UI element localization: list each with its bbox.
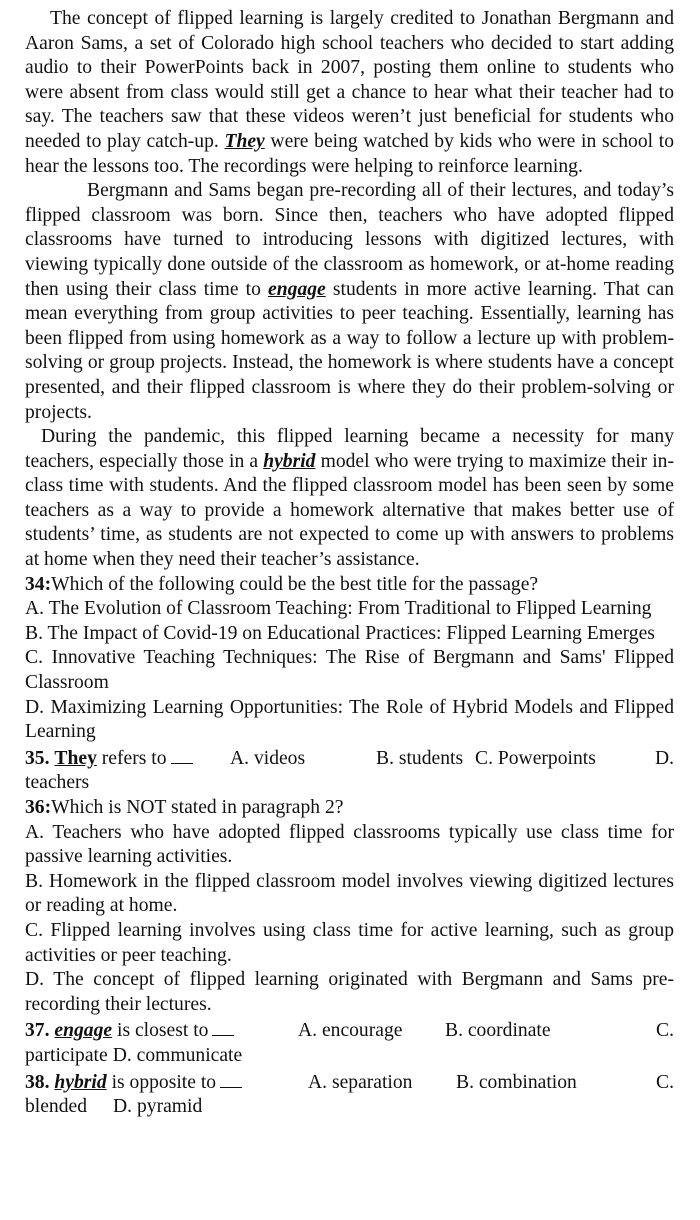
question-35-stem-group: [25, 745, 230, 772]
question-35-number: 35.: [25, 747, 50, 769]
question-37-number: 37.: [25, 1020, 50, 1042]
question-36-stem: Which is NOT stated in paragraph 2?: [51, 797, 344, 818]
question-35-option-d-text: teachers: [25, 772, 90, 794]
question-38-option-c-text: blended: [25, 1096, 88, 1118]
question-38: [25, 1069, 674, 1096]
question-34-option-d: D. Maximizing Learning Opportunities: The Role of Hybrid Models and Flipped Learning: [25, 696, 674, 743]
question-37-option-d: D. communicate: [112, 1044, 243, 1066]
question-37-option-c-text: participate: [25, 1044, 108, 1066]
question-35-option-b: B. students: [376, 747, 464, 769]
question-35-keyword: They: [54, 747, 97, 769]
paragraph-2-text-a: Bergmann and Sams began pre-recording all of their lectures, and today’s flipped classroom was born. Since then, teachers who have adopted flipped classrooms have turned to introducing lessons with digitized lectures, with viewing typically done outside of the classroom as homework, or at-home reading then using their class time to: [25, 180, 674, 300]
question-38-keyword: hybrid: [54, 1071, 107, 1093]
question-38-stem: is opposite to: [111, 1071, 217, 1093]
question-35-option-c: C. Powerpoints: [475, 747, 596, 769]
question-38-option-c-letter: C.: [656, 1071, 674, 1093]
question-35-option-d-letter: D.: [654, 747, 674, 769]
question-37-option-a: A. encourage: [298, 1020, 403, 1042]
question-38-stem-group: [25, 1069, 308, 1096]
question-36-number: 36:: [25, 797, 52, 818]
keyword-they: They: [224, 130, 265, 152]
question-36: [25, 796, 674, 821]
paragraph-1: [25, 7, 674, 179]
paragraph-3-text-a: During the pandemic, this flipped learning became a necessity for many teachers, especially those in a: [25, 426, 674, 472]
question-37-stem-group: [25, 1017, 298, 1044]
question-37-option-c-letter: C.: [656, 1020, 674, 1042]
question-34-option-b: B. The Impact of Covid-19 on Educational Practices: Flipped Learning Emerges: [25, 622, 655, 644]
question-37: [25, 1017, 674, 1044]
question-38-number: 38.: [25, 1071, 50, 1093]
paragraph-2-text-b: students in more active learning. That can mean everything from group activities to peer teaching. Essentially, learning has been flipped from using homework as a way to follow a lecture up with problem-solving or group projects. Instead, the homework is where students have a concept presented, and their flipped classroom is where they do their problem-solving or projects.: [25, 278, 674, 423]
question-37-option-b: B. coordinate: [445, 1020, 551, 1042]
question-37-stem: is closest to: [117, 1020, 209, 1042]
question-35: [25, 745, 674, 772]
paragraph-3: [25, 425, 674, 573]
keyword-engage: engage: [268, 278, 326, 300]
question-34-stem: Which of the following could be the best title for the passage?: [51, 573, 539, 595]
paragraph-2: [25, 179, 674, 425]
paragraph-1-text-b: were being watched by kids who were in school to hear the lessons too. The recordings were helping to reinforce learning.: [25, 130, 675, 177]
question-35-option-a: A. videos: [230, 747, 306, 769]
answer-blank: [171, 745, 193, 764]
question-36-option-c: C. Flipped learning involves using class time for active learning, such as group activities or peer teaching.: [25, 919, 674, 966]
answer-blank: [212, 1017, 234, 1036]
question-34: [25, 573, 674, 598]
answer-blank: [220, 1069, 242, 1088]
question-35-stem: refers to: [101, 747, 167, 769]
question-36-option-d: D. The concept of flipped learning originated with Bergmann and Sams pre-recording their lectures.: [25, 969, 674, 1015]
question-38-option-a: A. separation: [308, 1071, 413, 1093]
question-36-option-b: B. Homework in the flipped classroom model involves viewing digitized lectures or reading at home.: [25, 870, 674, 917]
question-36-option-a: A. Teachers who have adopted flipped classrooms typically use class time for passive learning activities.: [25, 821, 674, 868]
question-37-line-2: [25, 1044, 674, 1069]
question-38-option-d: D. pyramid: [113, 1096, 203, 1118]
question-38-line-2: [25, 1095, 674, 1120]
question-37-keyword: engage: [54, 1020, 113, 1042]
paragraph-1-text-a: The concept of flipped learning is largely credited to Jonathan Bergmann and Aaron Sams, a set of Colorado high school teachers who decided to start adding audio to their PowerPoints back in 2007, posting them online to students who were absent from class would still get a chance to hear what their teacher had to say. The teachers saw that these videos weren’t just beneficial for students who needed to play catch-up.: [25, 8, 674, 152]
question-34-option-a: A. The Evolution of Classroom Teaching: From Traditional to Flipped Learning: [25, 598, 652, 620]
keyword-hybrid: hybrid: [263, 450, 316, 472]
question-38-option-b: B. combination: [456, 1071, 577, 1093]
question-34-option-c: C. Innovative Teaching Techniques: The Rise of Bergmann and Sams' Flipped Classroom: [25, 647, 674, 694]
paragraph-3-text-b: model who were trying to maximize their in-class time with students. And the flipped classroom model has been seen by some teachers as a way to provide a homework alternative that makes better use of students’ time, as students are not expected to come up with answers to problems at home when they need their teacher’s assistance.: [25, 450, 675, 571]
question-34-number: 34:: [25, 573, 52, 595]
